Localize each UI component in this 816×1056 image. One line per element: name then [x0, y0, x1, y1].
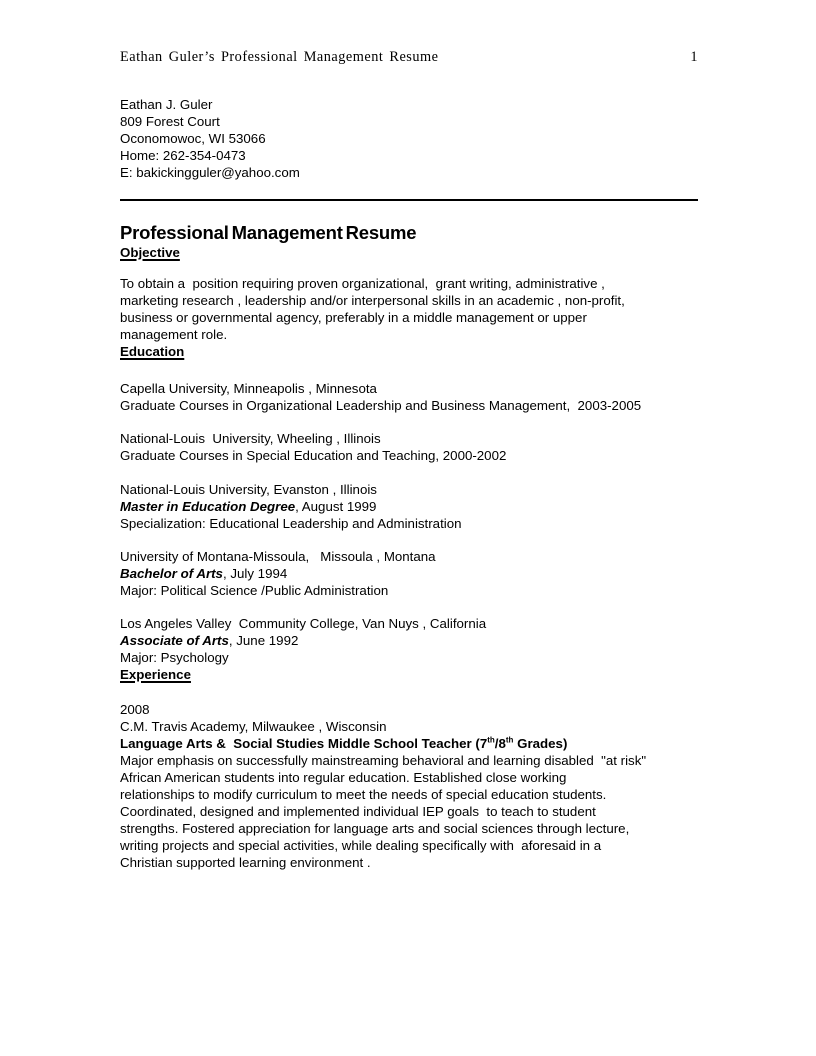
- job-description-line: African American students into regular education. Established close working: [120, 770, 567, 785]
- header-title: Eathan Guler’s Professional Management Resume: [120, 49, 439, 65]
- education-detail: Specialization: Educational Leadership and Administration: [120, 516, 462, 531]
- job-title-superscript: th: [487, 735, 495, 745]
- objective-line: marketing research , leadership and/or interpersonal skills in an academic , non-profit,: [120, 293, 625, 308]
- degree-name: Bachelor of Arts: [120, 566, 223, 581]
- objective-line: To obtain a position requiring proven organizational, grant writing, administrative ,: [120, 276, 605, 291]
- objective-heading-text: Objective: [120, 245, 180, 260]
- degree-date: , July 1994: [222, 566, 288, 581]
- page-header: [120, 50, 698, 65]
- contact-city-state-zip: Oconomowoc, WI 53066: [120, 131, 266, 146]
- job-year: 2008: [120, 702, 150, 717]
- education-institution: Capella University, Minneapolis , Minnesota: [120, 381, 377, 396]
- contact-name: Eathan J. Guler: [120, 97, 213, 112]
- document-title: Professional Management Resume: [120, 222, 417, 243]
- job-description-line: Major emphasis on successfully mainstreaming behavioral and learning disabled "at risk": [120, 753, 647, 768]
- education-heading-text: Education: [120, 344, 185, 359]
- education-entry: [120, 380, 698, 414]
- contact-street: 809 Forest Court: [120, 114, 220, 129]
- education-institution: University of Montana-Missoula, Missoula , Montana: [120, 549, 436, 564]
- experience-entry: [120, 701, 698, 871]
- job-description-line: writing projects and special activities, while dealing specifically with aforesaid in a: [120, 838, 602, 853]
- education-entry: [120, 430, 698, 464]
- degree-name: Associate of Arts: [120, 633, 229, 648]
- education-institution: Los Angeles Valley Community College, Van Nuys , California: [120, 616, 487, 631]
- objective-paragraph: [120, 275, 698, 343]
- job-title-text: /8: [494, 736, 506, 751]
- contact-block: [120, 96, 698, 181]
- education-detail: Graduate Courses in Special Education and Teaching, 2000-2002: [120, 448, 507, 463]
- job-employer: C.M. Travis Academy, Milwaukee , Wisconsin: [120, 719, 387, 734]
- page-number: 1: [690, 49, 698, 65]
- job-title-text: Grades): [513, 736, 568, 751]
- section-heading-experience: [120, 666, 698, 683]
- job-description-line: Coordinated, designed and implemented individual IEP goals to teach to student: [120, 804, 596, 819]
- divider-rule: [120, 199, 698, 201]
- education-entry: [120, 615, 698, 666]
- education-institution: National-Louis University, Wheeling , Illinois: [120, 431, 381, 446]
- job-description-line: relationships to modify curriculum to meet the needs of special education students.: [120, 787, 607, 802]
- education-institution: National-Louis University, Evanston , Illinois: [120, 482, 377, 497]
- job-title-text: Language Arts & Social Studies Middle School Teacher (7: [120, 736, 488, 751]
- education-detail: Major: Political Science /Public Administration: [120, 583, 389, 598]
- job-title: [120, 735, 698, 752]
- objective-line: business or governmental agency, preferably in a middle management or upper: [120, 310, 587, 325]
- contact-email: E: bakickingguler@yahoo.com: [120, 165, 300, 180]
- section-heading-objective: [120, 244, 698, 261]
- section-heading-education: [120, 343, 698, 360]
- degree-name: Master in Education Degree: [120, 499, 296, 514]
- job-description-line: Christian supported learning environment .: [120, 855, 371, 870]
- job-description-line: strengths. Fostered appreciation for language arts and social sciences through lecture,: [120, 821, 630, 836]
- education-degree-line: [120, 632, 698, 649]
- degree-date: , June 1992: [228, 633, 299, 648]
- education-degree-line: [120, 498, 698, 515]
- objective-line: management role.: [120, 327, 228, 342]
- education-entry: [120, 548, 698, 599]
- job-title-superscript: th: [505, 735, 514, 745]
- education-degree-line: [120, 565, 698, 582]
- experience-heading-text: Experience: [120, 667, 191, 682]
- degree-date: , August 1999: [295, 499, 377, 514]
- education-detail: Major: Psychology: [120, 650, 229, 665]
- contact-phone: Home: 262-354-0473: [120, 148, 246, 163]
- education-entry: [120, 481, 698, 532]
- education-detail: Graduate Courses in Organizational Leadership and Business Management, 2003-2005: [120, 398, 642, 413]
